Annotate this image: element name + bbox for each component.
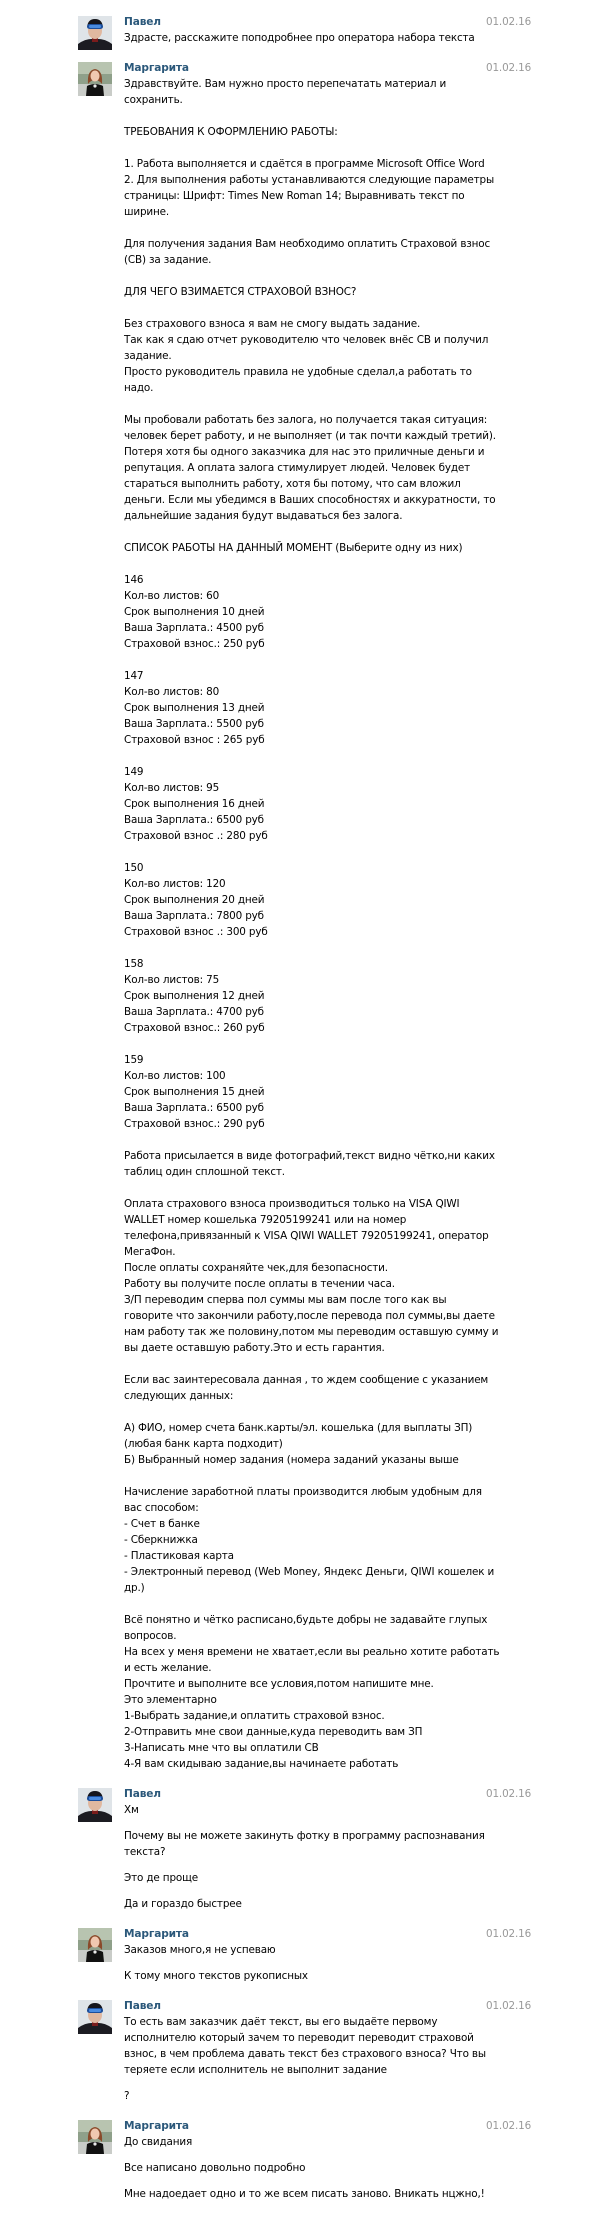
message-text-line: Страховой взнос : 265 руб xyxy=(124,734,265,746)
message-margarita xyxy=(0,1926,614,1984)
message-paragraph xyxy=(124,2088,544,2104)
message-text-line: 1-Выбрать задание,и оплатить страховой взнос. xyxy=(124,1710,385,1722)
message-text-line: Страховой взнос.: 260 руб xyxy=(124,1022,265,1034)
author-name-link[interactable]: Павел xyxy=(124,2000,161,2012)
message-text-line: текста? xyxy=(124,1846,166,1858)
message-text-line: ? xyxy=(124,2090,130,2102)
message-date: 01.02.16 xyxy=(486,62,532,74)
message-text-line: страницы: Шрифт: Times New Roman 14; Выравнивать текст по xyxy=(124,190,465,202)
message-body xyxy=(124,1802,544,1912)
message-text-line: Срок выполнения 10 дней xyxy=(124,606,265,618)
author-name-link[interactable]: Павел xyxy=(124,1788,161,1800)
message-text-line: сохранить. xyxy=(124,94,183,106)
message-text-line: 147 xyxy=(124,670,144,682)
message-date: 01.02.16 xyxy=(486,2000,532,2012)
message-text-line: следующих данных: xyxy=(124,1390,234,1402)
message-text-line xyxy=(124,1132,544,1148)
message-text-line: З/П переводим сперва пол суммы мы вам после того как вы xyxy=(124,1294,447,1306)
message-text-line: и есть желание. xyxy=(124,1662,212,1674)
message-text-line: Страховой взнос.: 290 руб xyxy=(124,1118,265,1130)
message-text-line: То есть вам заказчик даёт текст, вы его выдаёте первому xyxy=(124,2016,438,2028)
author-name-link[interactable]: Маргарита xyxy=(124,62,189,74)
avatar[interactable] xyxy=(78,2000,112,2034)
message-text-line: (СВ) за задание. xyxy=(124,254,212,266)
avatar-man-goggles-icon xyxy=(78,1788,112,1822)
message-body xyxy=(124,76,544,1772)
message-text-line: Страховой взнос.: 250 руб xyxy=(124,638,265,650)
message-date: 01.02.16 xyxy=(486,1788,532,1800)
message-text-line: Кол-во листов: 75 xyxy=(124,974,220,986)
message-body xyxy=(124,1942,544,1984)
author-name-link[interactable]: Павел xyxy=(124,16,161,28)
message-text-line: задание. xyxy=(124,350,172,362)
message-text-line: 146 xyxy=(124,574,144,586)
message-text-line: репутация. А оплата залога стимулирует людей. Человек будет xyxy=(124,462,471,474)
message-text-line: Срок выполнения 13 дней xyxy=(124,702,265,714)
message-text-line: Заказов много,я не успеваю xyxy=(124,1944,276,1956)
message-text-line: - Пластиковая карта xyxy=(124,1550,234,1562)
message-text-line: вы даете оставшую работу.Это и есть гарантия. xyxy=(124,1342,385,1354)
message-text-line: Б) Выбранный номер задания (номера заданий указаны выше xyxy=(124,1454,459,1466)
message-text-line: вас способом: xyxy=(124,1502,199,1514)
message-text-line: Срок выполнения 15 дней xyxy=(124,1086,265,1098)
message-text-line: ДЛЯ ЧЕГО ВЗИМАЕТСЯ СТРАХОВОЙ ВЗНОС? xyxy=(124,286,357,298)
message-text-line: Кол-во листов: 120 xyxy=(124,878,226,890)
avatar[interactable] xyxy=(78,1928,112,1962)
message-text-line xyxy=(124,268,544,284)
avatar-woman-icon xyxy=(78,2120,112,2154)
message-text-line xyxy=(124,1404,544,1420)
message-text-line: Прочтите и выполните все условия,потом напишите мне. xyxy=(124,1678,434,1690)
message-text-line xyxy=(124,940,544,956)
message-pavel xyxy=(0,1786,614,1912)
message-text-line: Просто руководитель правила не удобные сделал,а работать то xyxy=(124,366,472,378)
message-text-line: - Счет в банке xyxy=(124,1518,200,1530)
avatar[interactable] xyxy=(78,16,112,50)
avatar[interactable] xyxy=(78,1788,112,1822)
message-text-line: 158 xyxy=(124,958,144,970)
avatar-man-goggles-icon xyxy=(78,16,112,50)
message-paragraph xyxy=(124,2014,544,2078)
message-text-line: Без страхового взноса я вам не смогу выдать задание. xyxy=(124,318,421,330)
message-text-line: Срок выполнения 12 дней xyxy=(124,990,265,1002)
message-text-line: Потеря хотя бы одного заказчика для нас это приличные деньги и xyxy=(124,446,485,458)
message-text-line: К тому много текстов рукописных xyxy=(124,1970,308,1982)
message-text-line: ТРЕБОВАНИЯ К ОФОРМЛЕНИЮ РАБОТЫ: xyxy=(124,126,338,138)
avatar-woman-icon xyxy=(78,1928,112,1962)
message-text-line: вопросов. xyxy=(124,1630,177,1642)
message-paragraph xyxy=(124,2134,544,2150)
message-text-line: Ваша Зарплата.: 7800 руб xyxy=(124,910,264,922)
avatar[interactable] xyxy=(78,62,112,96)
avatar-woman-icon xyxy=(78,62,112,96)
message-text-line: Кол-во листов: 80 xyxy=(124,686,220,698)
message-text-line: Ваша Зарплата.: 5500 руб xyxy=(124,718,264,730)
message-text-line xyxy=(124,108,544,124)
message-text-line: Страховой взнос .: 300 руб xyxy=(124,926,268,938)
message-text-line: Кол-во листов: 60 xyxy=(124,590,220,602)
message-text-line xyxy=(124,844,544,860)
message-date: 01.02.16 xyxy=(486,16,532,28)
message-text-line xyxy=(124,300,544,316)
message-text-line: Это де проще xyxy=(124,1872,198,1884)
message-paragraph xyxy=(124,1942,544,1958)
message-text-line: Работу вы получите после оплаты в течении часа. xyxy=(124,1278,395,1290)
author-name-link[interactable]: Маргарита xyxy=(124,1928,189,1940)
author-name-link[interactable]: Маргарита xyxy=(124,2120,189,2132)
message-paragraph xyxy=(124,30,544,46)
message-text-line: (любая банк карта подходит) xyxy=(124,1438,283,1450)
message-text-line: А) ФИО, номер счета банк.карты/эл. кошелька (для выплаты ЗП) xyxy=(124,1422,473,1434)
message-text-line: Для получения задания Вам необходимо оплатить Страховой взнос xyxy=(124,238,491,250)
message-text-line: Если вас заинтересовала данная , то ждем сообщение с указанием xyxy=(124,1374,489,1386)
message-text-line: деньги. Если мы убедимся в Ваших способностях и аккуратности, то xyxy=(124,494,496,506)
message-text-line: Здравствуйте. Вам нужно просто перепечатать материал и xyxy=(124,78,447,90)
message-paragraph xyxy=(124,1896,544,1912)
message-margarita xyxy=(0,60,614,1772)
message-text-line: Ваша Зарплата.: 6500 руб xyxy=(124,814,264,826)
message-pavel xyxy=(0,14,614,46)
message-text-line: 4-Я вам скидываю задание,вы начинаете работать xyxy=(124,1758,399,1770)
message-text-line: Срок выполнения 16 дней xyxy=(124,798,265,810)
message-paragraph xyxy=(124,1968,544,1984)
message-text-line: Работа присылается в виде фотографий,текст видно чётко,ни каких xyxy=(124,1150,495,1162)
message-text-line: 1. Работа выполняется и сдаётся в программе Microsoft Office Word xyxy=(124,158,485,170)
message-text-line: 159 xyxy=(124,1054,144,1066)
message-text-line: СПИСОК РАБОТЫ НА ДАННЫЙ МОМЕНТ (Выберите одну из них) xyxy=(124,542,463,554)
message-text-line: 149 xyxy=(124,766,144,778)
avatar-man-goggles-icon xyxy=(78,2000,112,2034)
avatar[interactable] xyxy=(78,2120,112,2154)
message-text-line xyxy=(124,748,544,764)
message-text-line xyxy=(124,652,544,668)
message-paragraph xyxy=(124,1802,544,1818)
message-text-line xyxy=(124,1180,544,1196)
message-paragraph xyxy=(124,76,544,1772)
message-text-line: - Электронный перевод (Web Money, Яндекс Деньги, QIWI кошелек и xyxy=(124,1566,495,1578)
message-text-line: Мы пробовали работать без залога, но получается такая ситуация: xyxy=(124,414,488,426)
message-text-line: Ваша Зарплата.: 4500 руб xyxy=(124,622,264,634)
message-text-line: Страховой взнос .: 280 руб xyxy=(124,830,268,842)
message-text-line xyxy=(124,556,544,572)
message-text-line: Мне надоедает одно и то же всем писать заново. Вникать нцжно,! xyxy=(124,2188,485,2200)
message-body xyxy=(124,30,544,46)
message-text-line: Почему вы не можете закинуть фотку в программу распознавания xyxy=(124,1830,485,1842)
message-text-line: др.) xyxy=(124,1582,145,1594)
message-text-line: Здрасте, расскажите поподробнее про оператора набора текста xyxy=(124,32,475,44)
message-text-line: Да и гораздо быстрее xyxy=(124,1898,242,1910)
message-text-line: стараться выполнить работу, хотя бы потому, что сам вложил xyxy=(124,478,461,490)
message-paragraph xyxy=(124,1828,544,1860)
message-text-line: человек берет работу, и не выполняет (и так почти каждый третий). xyxy=(124,430,496,442)
message-text-line: 2. Для выполнения работы устанавливаются следующие параметры xyxy=(124,174,495,186)
message-text-line: таблиц один сплошной текст. xyxy=(124,1166,285,1178)
message-paragraph xyxy=(124,2160,544,2176)
message-text-line: Все написано довольно подробно xyxy=(124,2162,306,2174)
message-text-line: МегаФон. xyxy=(124,1246,176,1258)
message-text-line: теряете если исполнитель не выполнит задание xyxy=(124,2064,387,2076)
message-text-line: надо. xyxy=(124,382,154,394)
message-text-line: взнос, в чем проблема давать текст без страхового взноса? Что вы xyxy=(124,2048,486,2060)
message-text-line: 2-Отправить мне свои данные,куда переводить вам ЗП xyxy=(124,1726,423,1738)
message-margarita xyxy=(0,2118,614,2202)
message-text-line: ширине. xyxy=(124,206,170,218)
message-text-line: - Сберкнижка xyxy=(124,1534,198,1546)
message-text-line: телефона,привязанный к VISA QIWI WALLET 79205199241, оператор xyxy=(124,1230,489,1242)
message-text-line: До свидания xyxy=(124,2136,193,2148)
message-text-line: Начисление заработной платы производится любым удобным для xyxy=(124,1486,482,1498)
message-text-line: 150 xyxy=(124,862,144,874)
message-text-line: После оплаты сохраняйте чек,для безопасности. xyxy=(124,1262,388,1274)
message-body xyxy=(124,2014,544,2104)
message-body xyxy=(124,2134,544,2202)
message-text-line xyxy=(124,1036,544,1052)
message-text-line: Ваша Зарплата.: 6500 руб xyxy=(124,1102,264,1114)
message-paragraph xyxy=(124,1870,544,1886)
message-text-line xyxy=(124,220,544,236)
message-text-line: Хм xyxy=(124,1804,139,1816)
message-text-line: нам работу так же половину,потом мы переводим оставшую сумму и xyxy=(124,1326,499,1338)
message-text-line: Оплата страхового взноса производиться только на VISA QIWI xyxy=(124,1198,460,1210)
message-text-line: дальнейшие задания будут выдаваться без залога. xyxy=(124,510,403,522)
message-text-line: Так как я сдаю отчет руководителю что человек внёс СВ и получил xyxy=(124,334,489,346)
message-text-line: Срок выполнения 20 дней xyxy=(124,894,265,906)
message-text-line: На всех у меня времени не хватает,если вы реально хотите работать xyxy=(124,1646,500,1658)
message-text-line xyxy=(124,396,544,412)
message-text-line: Ваша Зарплата.: 4700 руб xyxy=(124,1006,264,1018)
message-date: 01.02.16 xyxy=(486,2120,532,2132)
message-text-line: исполнителю который зачем то переводит переводит страховой xyxy=(124,2032,474,2044)
message-text-line xyxy=(124,140,544,156)
message-pavel xyxy=(0,1998,614,2104)
message-text-line xyxy=(124,1468,544,1484)
message-text-line: Всё понятно и чётко расписано,будьте добры не задавайте глупых xyxy=(124,1614,488,1626)
message-paragraph xyxy=(124,2186,544,2202)
message-text-line: Кол-во листов: 100 xyxy=(124,1070,226,1082)
message-text-line: Кол-во листов: 95 xyxy=(124,782,220,794)
message-text-line: говорите что закончили работу,после перевода пол суммы,вы даете xyxy=(124,1310,495,1322)
message-text-line: WALLET номер кошелька 79205199241 или на номер xyxy=(124,1214,407,1226)
message-text-line xyxy=(124,524,544,540)
message-date: 01.02.16 xyxy=(486,1928,532,1940)
message-text-line xyxy=(124,1596,544,1612)
message-text-line xyxy=(124,1356,544,1372)
message-text-line: 3-Написать мне что вы оплатили СВ xyxy=(124,1742,319,1754)
message-text-line: Это элементарно xyxy=(124,1694,217,1706)
